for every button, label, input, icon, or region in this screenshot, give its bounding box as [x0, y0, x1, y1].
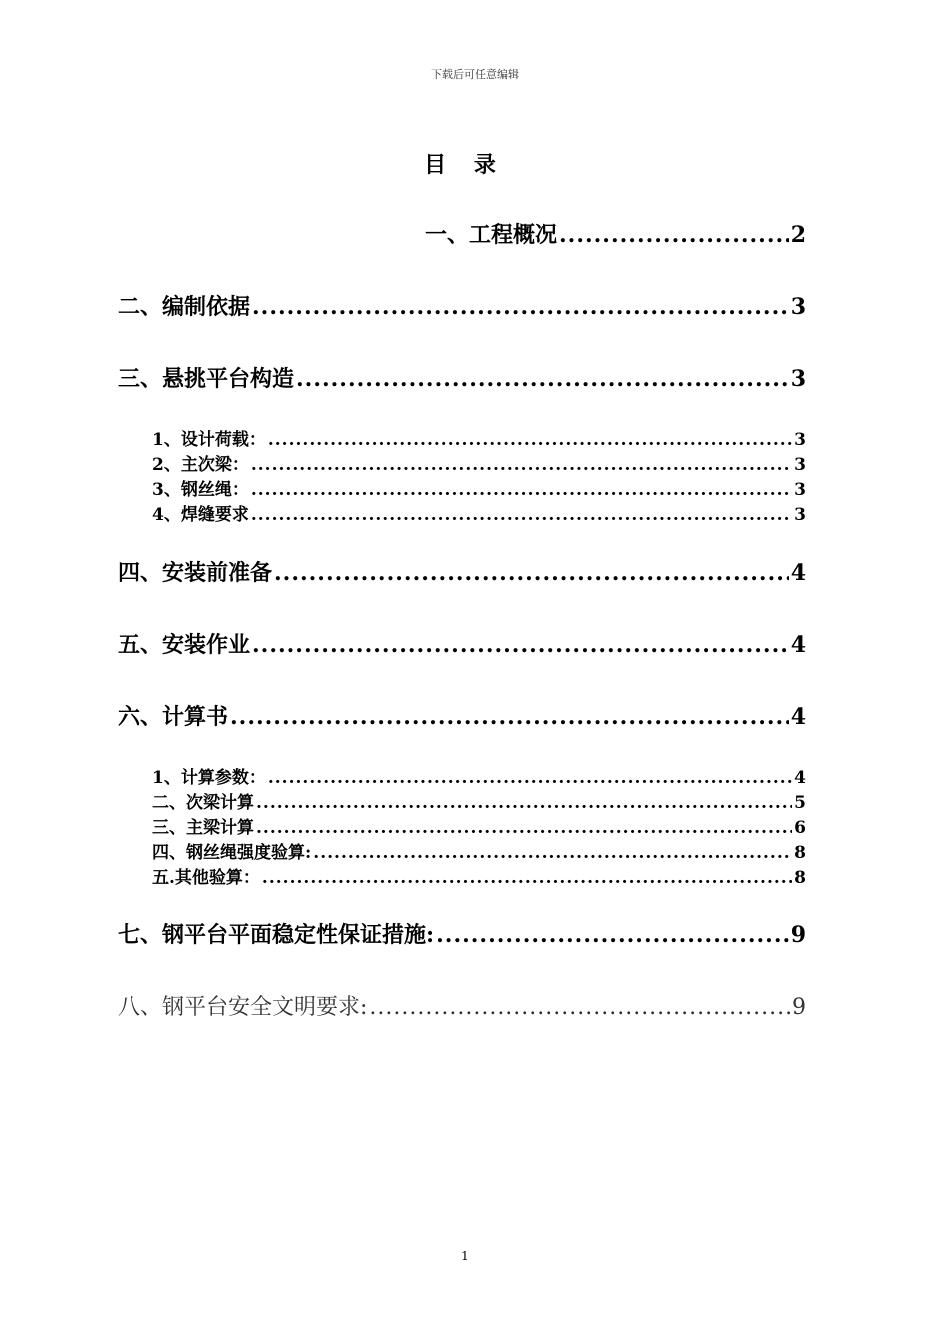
toc-subentry-3-1[interactable]: [152, 425, 806, 449]
toc-entry-4[interactable]: [118, 556, 806, 588]
toc-page-number: 8: [794, 843, 806, 862]
toc-entry-5[interactable]: [118, 628, 806, 660]
dot-leader: [559, 222, 789, 248]
toc-entry-7[interactable]: [118, 918, 806, 950]
dot-leader: [251, 505, 792, 524]
toc-entry-label: 三、主梁计算: [152, 818, 254, 837]
dot-leader: [436, 922, 789, 948]
dot-leader: [296, 366, 789, 392]
toc-entry-label: 三、悬挑平台构造: [118, 366, 295, 392]
toc-entry-label: 七、钢平台平面稳定性保证措施:: [118, 922, 435, 948]
toc-entry-label: 2、主次梁：: [152, 455, 249, 474]
dot-leader: [268, 768, 792, 787]
toc-entry-label: 4、焊缝要求: [152, 505, 249, 524]
toc-page-number: 3: [794, 480, 806, 499]
toc-page-number: 4: [794, 768, 806, 787]
toc-page-number: 3: [790, 366, 806, 392]
toc-entry-label: 四、安装前准备: [118, 560, 273, 586]
dot-leader: [268, 430, 792, 449]
dot-leader: [369, 995, 790, 1020]
toc-page-number: 3: [790, 294, 806, 320]
toc-entry-label: 二、编制依据: [118, 294, 251, 320]
toc-subentry-6-2[interactable]: [152, 788, 806, 812]
page-number: 1: [461, 1249, 469, 1263]
toc-entry-label: 四、钢丝绳强度验算:: [152, 843, 312, 862]
dot-leader: [262, 868, 792, 887]
toc-entry-label: 一、工程概况: [425, 222, 558, 248]
toc-page-number: 3: [794, 430, 806, 449]
dot-leader: [313, 843, 792, 862]
toc-page-number: 2: [790, 222, 806, 248]
toc-entry-3[interactable]: [118, 362, 806, 394]
toc-entry-label: 二、次梁计算: [152, 793, 254, 812]
toc-entry-label: 六、计算书: [118, 704, 229, 730]
toc-entry-label: 五、安装作业: [118, 632, 251, 658]
dot-leader: [256, 818, 792, 837]
toc-entry-label: 3、钢丝绳：: [152, 480, 249, 499]
toc-page-number: 3: [794, 505, 806, 524]
toc-page-number: 5: [794, 793, 806, 812]
dot-leader: [252, 294, 789, 320]
dot-leader: [230, 704, 789, 730]
toc-entry-label: 八、钢平台安全文明要求:: [118, 995, 368, 1020]
toc-page-number: 9: [790, 922, 806, 948]
dot-leader: [256, 793, 792, 812]
toc-title: 目 录: [424, 152, 506, 178]
toc-subentry-6-4[interactable]: [152, 838, 806, 862]
toc-entry-label: 五.其他验算：: [152, 868, 260, 887]
dot-leader: [251, 480, 792, 499]
toc-entry-1[interactable]: [425, 218, 806, 250]
toc-page-number: 9: [792, 995, 806, 1020]
dot-leader: [274, 560, 789, 586]
toc-subentry-6-1[interactable]: [152, 763, 806, 787]
toc-subentry-3-2[interactable]: [152, 450, 806, 474]
dot-leader: [251, 455, 792, 474]
toc-entry-label: 1、设计荷载：: [152, 430, 266, 449]
toc-subentry-3-3[interactable]: [152, 475, 806, 499]
toc-subentry-3-4[interactable]: [152, 500, 806, 524]
toc-page-number: 4: [790, 560, 806, 586]
toc-page-number: 4: [790, 632, 806, 658]
toc-page-number: 4: [790, 704, 806, 730]
toc-subentry-6-3[interactable]: [152, 813, 806, 837]
toc-page-number: 8: [794, 868, 806, 887]
toc-entry-8[interactable]: [118, 990, 806, 1022]
toc-page-number: 3: [794, 455, 806, 474]
toc-entry-6[interactable]: [118, 700, 806, 732]
toc-entry-label: 1、计算参数：: [152, 768, 266, 787]
page-header: 下载后可任意编辑: [431, 68, 519, 81]
toc-entry-2[interactable]: [118, 290, 806, 322]
toc-page-number: 6: [794, 818, 806, 837]
dot-leader: [252, 632, 789, 658]
toc-subentry-6-5[interactable]: [152, 863, 806, 887]
